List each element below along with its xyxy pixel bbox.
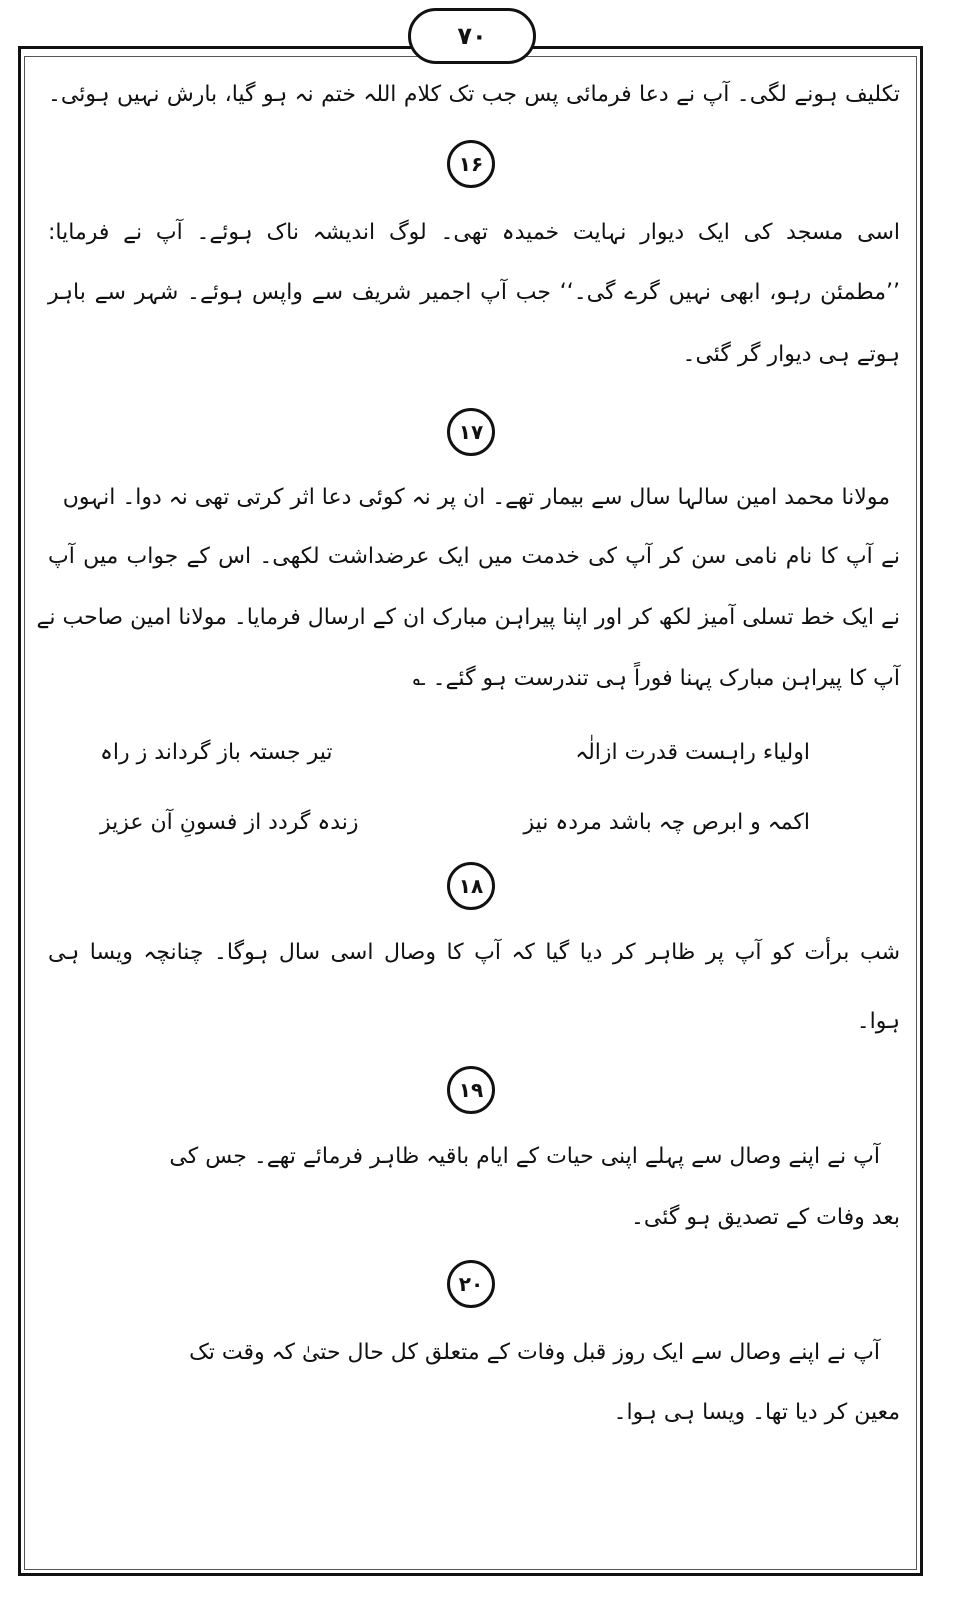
verse-2-right: اکمہ و ابرص چہ باشد مردہ نیز	[523, 810, 810, 835]
text-line: ’’مطمئن رہو، ابھی نہیں گرے گی۔‘‘ جب آپ اجمیر شریف سے واپس ہوئے۔ شہر سے باہر	[48, 280, 900, 305]
text-line: آپ کا پیراہن مبارک پہنا فوراً ہی تندرست ہو گئے۔ ؎	[412, 666, 900, 691]
text-line: معین کر دیا تھا۔ ویسا ہی ہوا۔	[613, 1400, 900, 1425]
section-number-17: ۱۷	[447, 408, 495, 456]
verse-1-left: تیر جستہ باز گرداند ز راہ	[100, 740, 333, 765]
section-number-19: ۱۹	[447, 1066, 495, 1114]
text-line: ہوا۔	[856, 1009, 900, 1034]
text-line: تکلیف ہونے لگی۔ آپ نے دعا فرمائی پس جب تک کلام اللہ ختم نہ ہو گیا، بارش نہیں ہوئی۔	[48, 82, 900, 107]
text-line: نے آپ کا نام نامی سن کر آپ کی خدمت میں ایک عرضداشت لکھی۔ اس کے جواب میں آپ	[48, 544, 900, 569]
text-line: مولانا محمد امین سالہا سال سے بیمار تھے۔ ان پر نہ کوئی دعا اثر کرتی تھی نہ دوا۔ انہوں	[62, 485, 890, 510]
section-number-18: ۱۸	[447, 862, 495, 910]
text-line: اسی مسجد کی ایک دیوار نہایت خمیدہ تھی۔ لوگ اندیشہ ناک ہوئے۔ آپ نے فرمایا:	[48, 220, 900, 245]
section-number-16: ۱۶	[447, 140, 495, 188]
text-line: آپ نے اپنے وصال سے پہلے اپنی حیات کے ایام باقیہ ظاہر فرمائے تھے۔ جس کی	[169, 1144, 880, 1169]
text-line: شب برأت کو آپ پر ظاہر کر دیا گیا کہ آپ کا وصال اسی سال ہوگا۔ چنانچہ ویسا ہی	[48, 940, 900, 965]
verse-1-right: اولیاء راہست قدرت ازالٰہ	[575, 740, 810, 765]
section-number-20: ۲۰	[447, 1260, 495, 1308]
text-line: آپ نے اپنے وصال سے ایک روز قبل وفات کے متعلق کل حال حتیٰ کہ وقت تک	[189, 1340, 880, 1365]
text-line: بعد وفات کے تصدیق ہو گئی۔	[631, 1205, 900, 1230]
text-line: ہوتے ہی دیوار گر گئی۔	[682, 342, 900, 367]
verse-2-left: زندہ گردد از فسونِ آن عزیز	[100, 810, 359, 835]
text-line: نے ایک خط تسلی آمیز لکھ کر اور اپنا پیراہن مبارک ان کے ارسال فرمایا۔ مولانا امین صاحب نے	[36, 605, 900, 630]
page-number: ۷۰	[408, 8, 536, 64]
